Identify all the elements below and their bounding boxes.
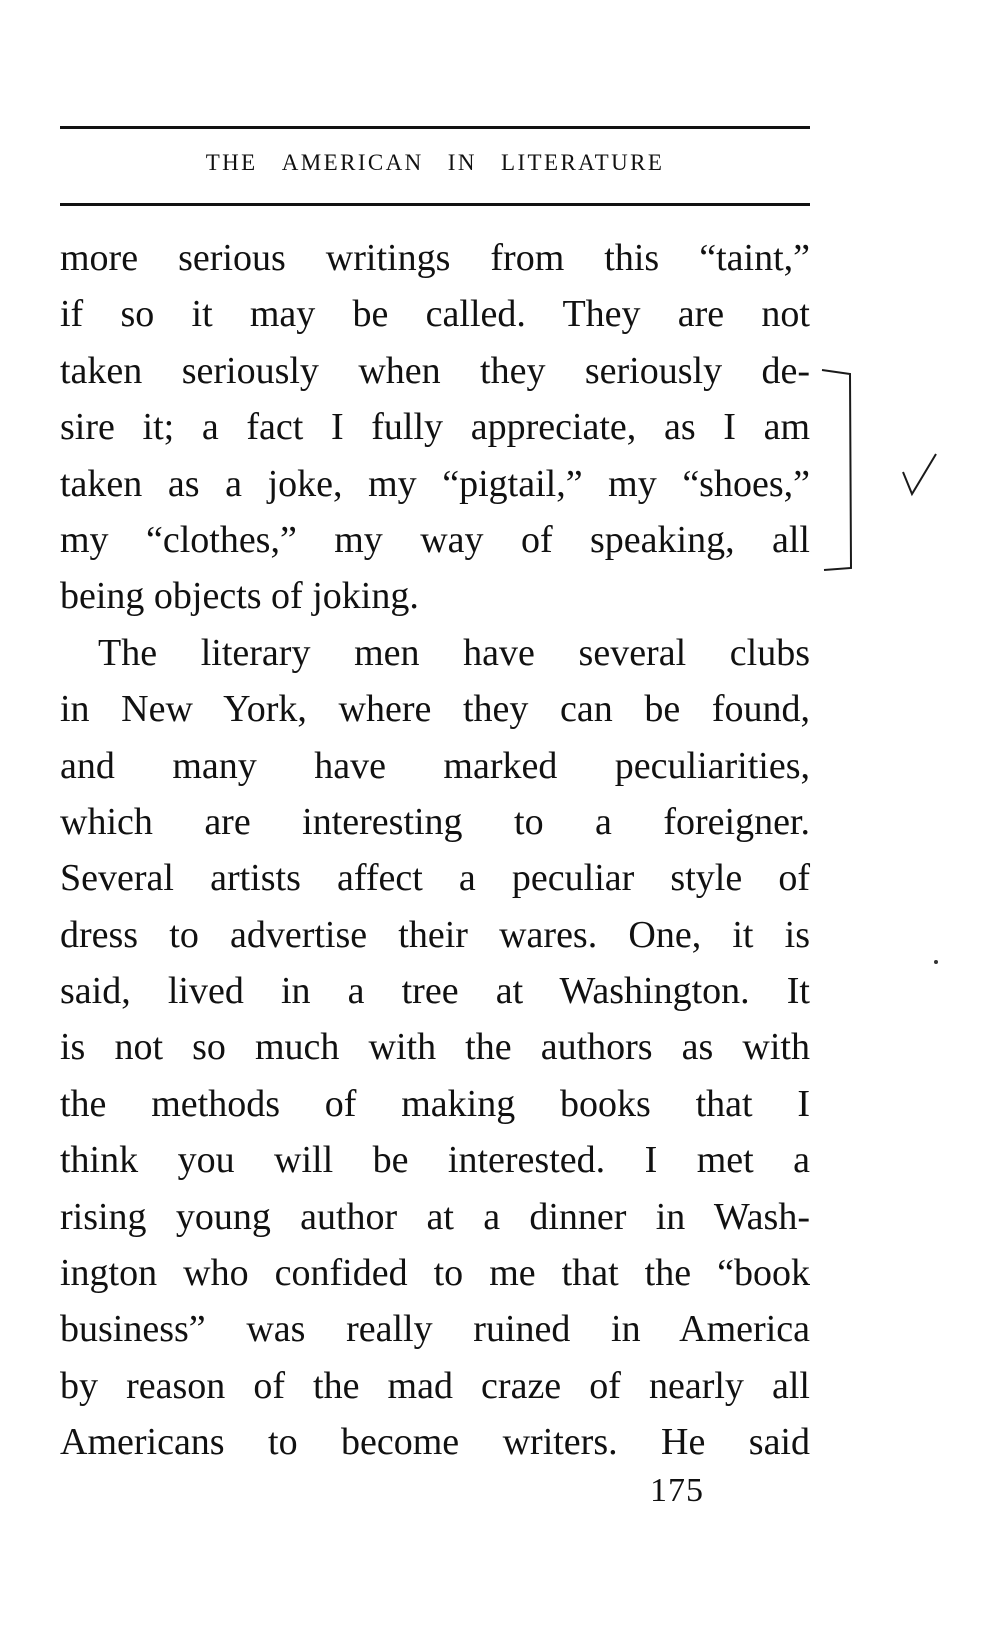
text-line: the methods of making books that I	[60, 1082, 810, 1125]
text-line: taken seriously when they seriously de-	[60, 349, 810, 392]
text-line: Americans to become writers. He said	[60, 1421, 810, 1464]
text-line: sire it; a fact I fully appreciate, as I am	[60, 406, 810, 449]
text-line: and many have marked peculiarities,	[60, 744, 810, 787]
margin-bracket-mark	[820, 368, 860, 578]
running-head	[60, 150, 810, 176]
text-line: ington who confided to me that the “book	[60, 1252, 810, 1295]
header-rule-top	[60, 126, 810, 129]
text-line: taken as a joke, my “pigtail,” my “shoes,”	[60, 462, 810, 505]
ink-speck	[934, 960, 938, 964]
running-head-word: AMERICAN	[281, 150, 424, 175]
running-head-word: IN	[447, 150, 477, 175]
header-rule-bottom	[60, 203, 810, 206]
check-mark-icon	[900, 450, 940, 500]
text-line: rising young author at a dinner in Wash-	[60, 1195, 810, 1238]
text-line: dress to advertise their wares. One, it is	[60, 913, 810, 956]
text-line: Several artists affect a peculiar style of	[60, 857, 810, 900]
text-line: more serious writings from this “taint,”	[60, 237, 810, 279]
body-text	[60, 230, 810, 1471]
running-head-word: THE	[205, 150, 258, 175]
text-line: being objects of joking.	[60, 575, 419, 618]
text-line: said, lived in a tree at Washington. It	[60, 970, 810, 1013]
text-line: in New York, where they can be found,	[60, 688, 810, 731]
text-line: my “clothes,” my way of speaking, all	[60, 518, 810, 561]
text-line: if so it may be called. They are not	[60, 293, 810, 336]
text-line: by reason of the mad craze of nearly all	[60, 1364, 810, 1407]
text-line: The literary men have several clubs	[98, 631, 810, 674]
running-head-word: LITERATURE	[501, 150, 665, 175]
text-line: which are interesting to a foreigner.	[60, 800, 810, 843]
page-number: 175	[650, 1472, 704, 1509]
text-line: business” was really ruined in America	[60, 1308, 810, 1351]
text-line: is not so much with the authors as with	[60, 1026, 810, 1069]
text-line: think you will be interested. I met a	[60, 1139, 810, 1182]
